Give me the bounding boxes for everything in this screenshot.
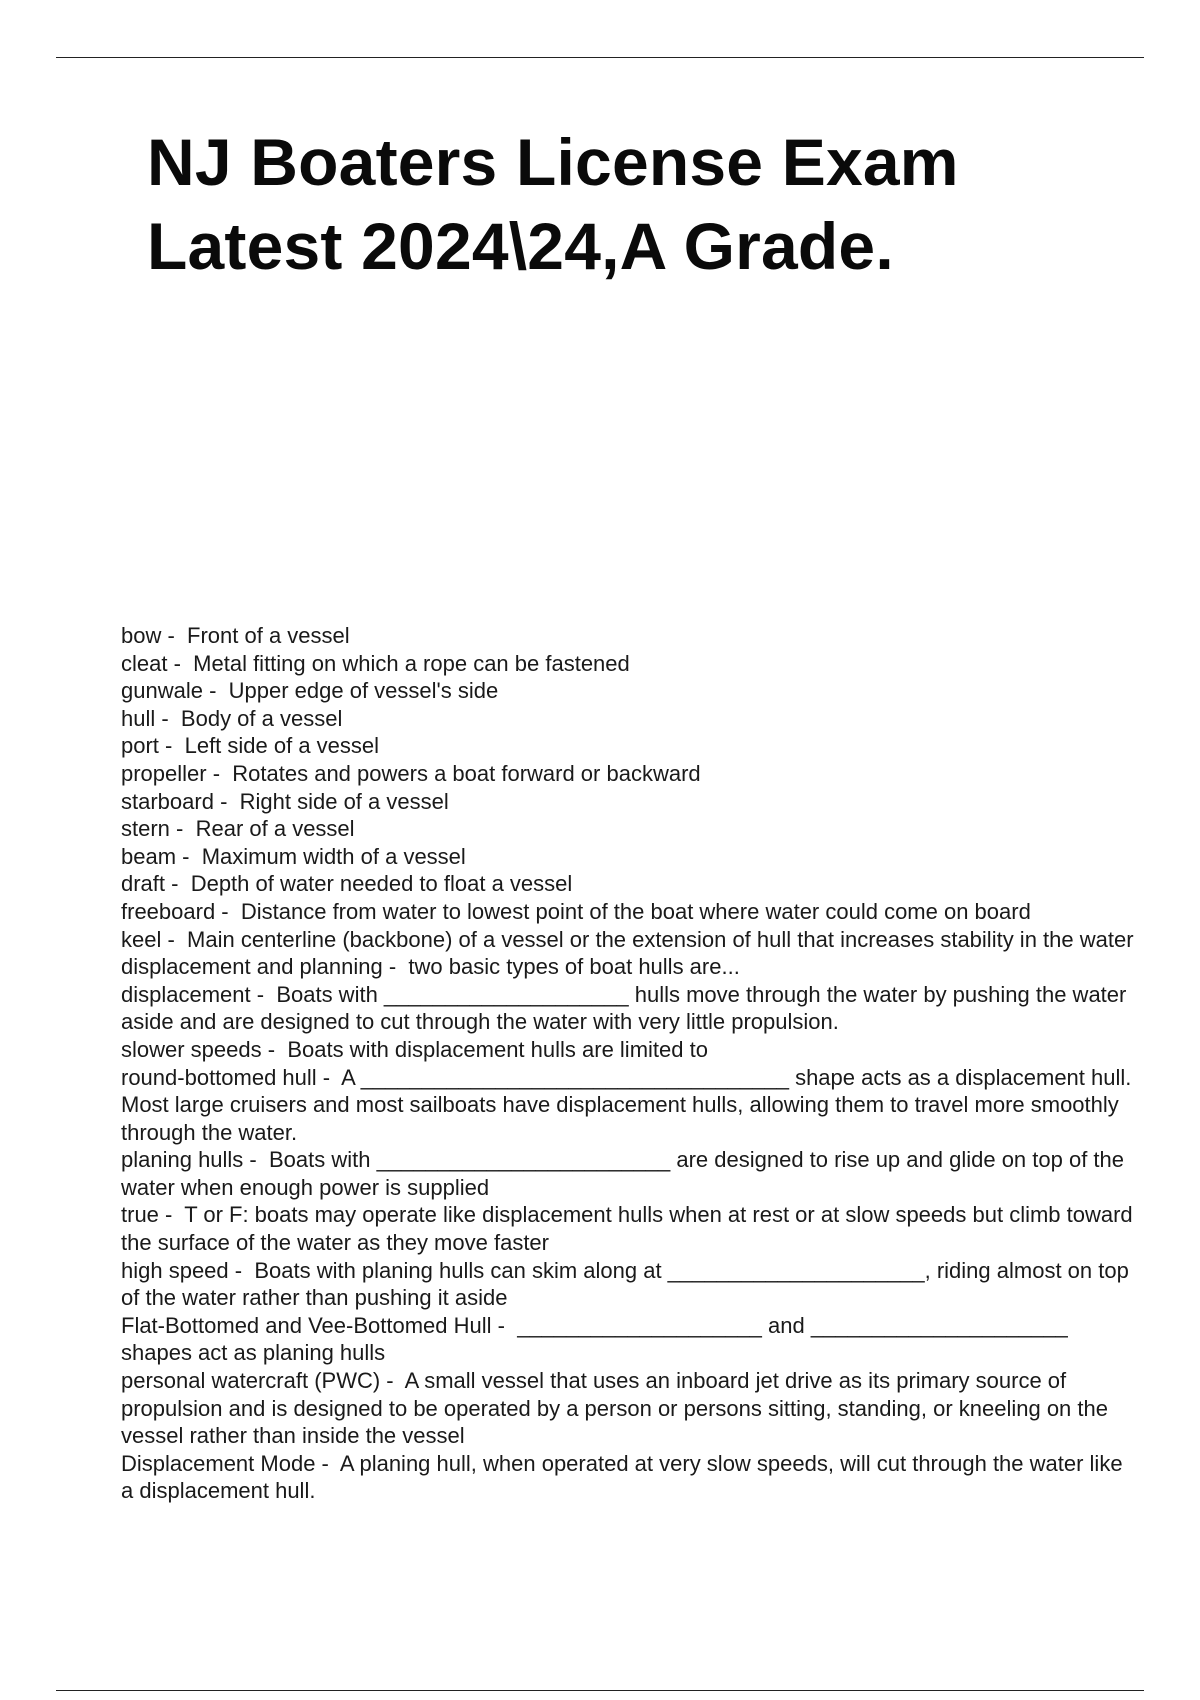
entry-separator: - — [155, 705, 181, 731]
entry-definition: A small vessel that uses an inboard jet drive as its primary source of propulsion and is designed to be operated by a person or persons sitting, standing, or kneeling on the vessel rather than inside the vessel — [121, 1368, 1115, 1449]
entry-separator: - — [316, 1064, 342, 1090]
entry-separator: - — [176, 843, 202, 869]
entry-definition: Right side of a vessel — [239, 788, 449, 814]
entry-term: hull — [121, 705, 156, 731]
entry-term: true — [121, 1202, 159, 1228]
glossary-entry — [121, 1064, 1139, 1147]
entry-separator: - — [158, 1202, 185, 1228]
glossary-entry — [121, 981, 1139, 1036]
entry-definition: Front of a vessel — [187, 623, 350, 648]
entry-term: freeboard — [121, 898, 216, 924]
entry-definition: two basic types of boat hulls are... — [408, 954, 740, 980]
entry-separator: - — [491, 1312, 518, 1338]
entry-definition: Maximum width of a vessel — [201, 843, 466, 869]
document-title — [147, 120, 1107, 288]
entry-separator: - — [213, 788, 240, 814]
entry-separator: - — [380, 1368, 405, 1394]
glossary-entry — [121, 788, 1139, 816]
glossary-entry — [121, 732, 1139, 760]
entry-term: propeller — [121, 760, 207, 786]
entry-term: starboard — [121, 788, 214, 814]
entry-definition: Body of a vessel — [180, 705, 343, 731]
glossary-list — [121, 622, 1139, 1505]
glossary-entry — [121, 650, 1139, 678]
entry-term: draft — [121, 871, 166, 897]
entry-separator: - — [158, 733, 185, 759]
entry-term: Displacement Mode — [121, 1450, 316, 1476]
entry-definition: Left side of a vessel — [184, 733, 380, 759]
glossary-entry — [121, 705, 1139, 733]
entry-term: Flat-Bottomed and Vee-Bottomed Hull — [121, 1312, 492, 1338]
entry-definition: Boats with ____________________ hulls move through the water by pushing the water aside and are designed to cut through the water with very little propulsion. — [121, 981, 1133, 1035]
entry-term: planing hulls — [121, 1147, 244, 1173]
entry-separator: - — [165, 871, 191, 897]
entry-separator: - — [382, 954, 409, 980]
entry-definition: Rear of a vessel — [195, 816, 355, 842]
glossary-entry — [121, 1201, 1139, 1256]
entry-definition: Boats with displacement hulls are limited to — [287, 1036, 708, 1062]
entry-definition: Main centerline (backbone) of a vessel or the extension of hull that increases stability in the water — [187, 926, 1134, 952]
entry-definition: Rotates and powers a boat forward or backward — [232, 760, 701, 786]
entry-separator: - — [228, 1257, 255, 1283]
entry-separator: - — [261, 1036, 288, 1062]
entry-definition: Boats with ________________________ are designed to rise up and glide on top of the water when enough power is supplied — [121, 1147, 1131, 1200]
entry-term: personal watercraft (PWC) — [121, 1368, 381, 1394]
entry-definition: Depth of water needed to float a vessel — [190, 871, 573, 897]
bottom-rule — [56, 1690, 1144, 1691]
glossary-entry — [121, 622, 1139, 650]
entry-separator: - — [169, 816, 196, 842]
title-line-2: Latest 2024\24,A Grade. — [147, 209, 894, 283]
glossary-entry — [121, 815, 1139, 843]
glossary-entry — [121, 953, 1139, 981]
glossary-entry — [121, 1312, 1139, 1367]
entry-definition: T or F: boats may operate like displacement hulls when at rest or at slow speeds but climb toward the surface of the water as they move faster — [121, 1202, 1139, 1256]
entry-separator: - — [161, 623, 188, 648]
entry-term: bow — [121, 623, 162, 648]
entry-separator: - — [202, 678, 229, 704]
entry-term: round-bottomed hull — [121, 1064, 317, 1090]
entry-separator: - — [167, 650, 194, 676]
entry-separator: - — [243, 1147, 269, 1173]
entry-definition: Upper edge of vessel's side — [228, 678, 499, 704]
entry-definition: Distance from water to lowest point of the boat where water could come on board — [240, 898, 1031, 924]
entry-separator: - — [206, 760, 233, 786]
entry-term: cleat — [121, 650, 168, 676]
entry-term: slower speeds — [121, 1036, 262, 1062]
entry-definition: Metal fitting on which a rope can be fastened — [193, 650, 630, 676]
entry-separator: - — [315, 1450, 340, 1476]
top-rule — [56, 57, 1144, 58]
entry-term: gunwale — [121, 678, 203, 704]
glossary-entry — [121, 843, 1139, 871]
entry-term: displacement — [121, 981, 251, 1007]
glossary-entry — [121, 926, 1139, 954]
title-line-1: NJ Boaters License Exam — [147, 125, 959, 199]
glossary-entry — [121, 898, 1139, 926]
entry-term: stern — [121, 816, 170, 842]
glossary-entry — [121, 1036, 1139, 1064]
entry-term: port — [121, 733, 159, 759]
entry-term: high speed — [121, 1257, 229, 1283]
glossary-entry — [121, 1367, 1139, 1450]
entry-definition: Boats with planing hulls can skim along at _____________________, riding almost on top of the water rather than pushing it aside — [121, 1257, 1135, 1311]
entry-term: keel — [121, 926, 162, 952]
glossary-entry — [121, 677, 1139, 705]
entry-separator: - — [250, 981, 277, 1007]
glossary-entry — [121, 1450, 1139, 1505]
glossary-entry — [121, 1146, 1139, 1201]
entry-term: displacement and planning — [121, 954, 383, 980]
glossary-entry — [121, 760, 1139, 788]
entry-definition: A ___________________________________ shape acts as a displacement hull. Most large cruisers and most sailboats have displacement hulls, allowing them to travel more smoothly through the water. — [121, 1064, 1138, 1145]
entry-separator: - — [215, 898, 241, 924]
entry-definition: A planing hull, when operated at very slow speeds, will cut through the water like a displacement hull. — [121, 1450, 1129, 1504]
entry-definition: ____________________ and _____________________ shapes act as planing hulls — [121, 1312, 1074, 1366]
entry-term: beam — [121, 843, 177, 869]
glossary-entry — [121, 870, 1139, 898]
entry-separator: - — [161, 926, 188, 952]
glossary-entry — [121, 1257, 1139, 1312]
